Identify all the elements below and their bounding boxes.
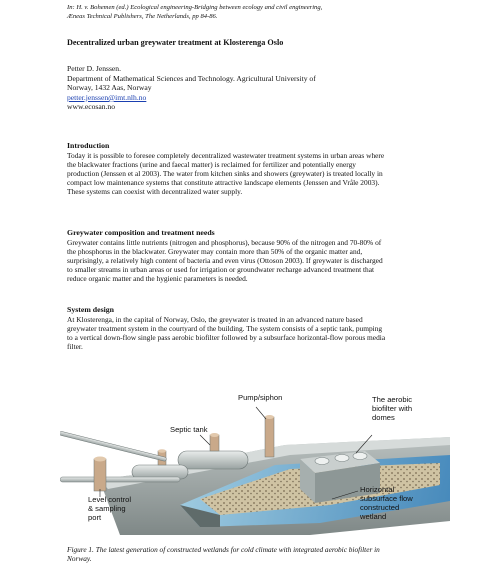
label-horizontal-line-3: constructed <box>360 503 400 512</box>
label-level-control <box>88 495 131 522</box>
author-block <box>67 64 457 112</box>
septic-tank <box>178 433 248 469</box>
citation-line-2: Æneas Technical Publishers, The Netherlands, pp 84-86. <box>67 12 218 20</box>
label-horizontal-line-1: Horizontal <box>360 485 395 494</box>
pump-shaft <box>265 417 274 457</box>
label-biofilter-line-2: biofilter with <box>372 404 413 413</box>
label-biofilter-line-3: domes <box>372 413 395 422</box>
heading-system-design: System design <box>67 305 115 314</box>
label-horizontal-line-4: wetland <box>360 512 387 521</box>
author-affiliation-1: Department of Mathematical Sciences and Technology. Agricultural University of <box>67 73 316 83</box>
label-horizontal-wetland <box>360 485 413 521</box>
label-pump-siphon: Pump/siphon <box>238 393 283 402</box>
citation <box>67 4 457 21</box>
author-website: www.ecosan.no <box>67 102 116 112</box>
paragraph-composition: Greywater contains little nutrients (nitrogen and phosphorus), because 90% of the nitrogen and 70-80% of the phosphorus in the blackwater. Greywater may contain more than 50% of the organic matter and, surprisingly, a relatively high content of bacteria and even virus (Ottoson 2003). If greywater is discharged to smaller streams in urban areas or used for irrigation or groundwater recharge advanced treatment that reduce organic matter and the hygienic parameters is needed. <box>67 238 383 283</box>
figure-wetland-illustration <box>60 393 450 535</box>
label-septic-tank: Septic tank <box>170 425 208 434</box>
label-level-control-line-3: port <box>88 513 102 522</box>
citation-line-1: In: H. v. Bohemen (ed.) Ecological engineering-Bridging between ecology and civil engineering, <box>67 4 323 11</box>
inlet-pipe <box>60 477 180 482</box>
figure-caption: Figure 1. The latest generation of constructed wetlands for cold climate with integrated aerobic biofilter in Norway. <box>67 545 380 564</box>
paragraph-introduction: Today it is possible to foresee completely decentralized wastewater treatment systems in urban areas where the blackwater fractions (urine and faecal matter) is reclaimed for fertilizer and potentially energy production (Jenssen et al 2003). The water from kitchen sinks and showers (greywater) is treated locally in compact low maintenance systems that constitute attractive landscape elements (Jenssen and Vråle 2003). These systems can coexist with decentralized water supply. <box>67 151 385 196</box>
heading-composition: Greywater composition and treatment needs <box>67 228 215 237</box>
label-biofilter <box>372 395 412 422</box>
author-affiliation-2: Norway, 1432 Aas, Norway <box>67 83 152 93</box>
label-level-control-line-2: & sampling <box>88 504 126 513</box>
author-email-link[interactable]: petter.jenssen@imt.nlh.no <box>67 92 147 102</box>
label-level-control-line-1: Level control <box>88 495 132 504</box>
heading-introduction: Introduction <box>67 141 110 150</box>
biofilter-dome <box>315 458 329 465</box>
level-control-port <box>94 457 106 492</box>
label-horizontal-line-2: subsurface flow <box>360 494 413 503</box>
paper-title: Decentralized urban greywater treatment at Klosterenga Oslo <box>67 38 284 47</box>
paragraph-system-design: At Klosterenga, in the capital of Norway, Oslo, the greywater is treated in an advanced nature based greywater treatment system in the courtyard of the building. The system consists of a septic tank, pumping to a vertical down-flow single pass aerobic biofilter followed by a subsurface horizontal-flow porous media filter. <box>67 315 386 351</box>
author-name: Petter D. Jenssen. <box>67 64 121 73</box>
label-biofilter-line-1: The aerobic <box>372 395 413 404</box>
